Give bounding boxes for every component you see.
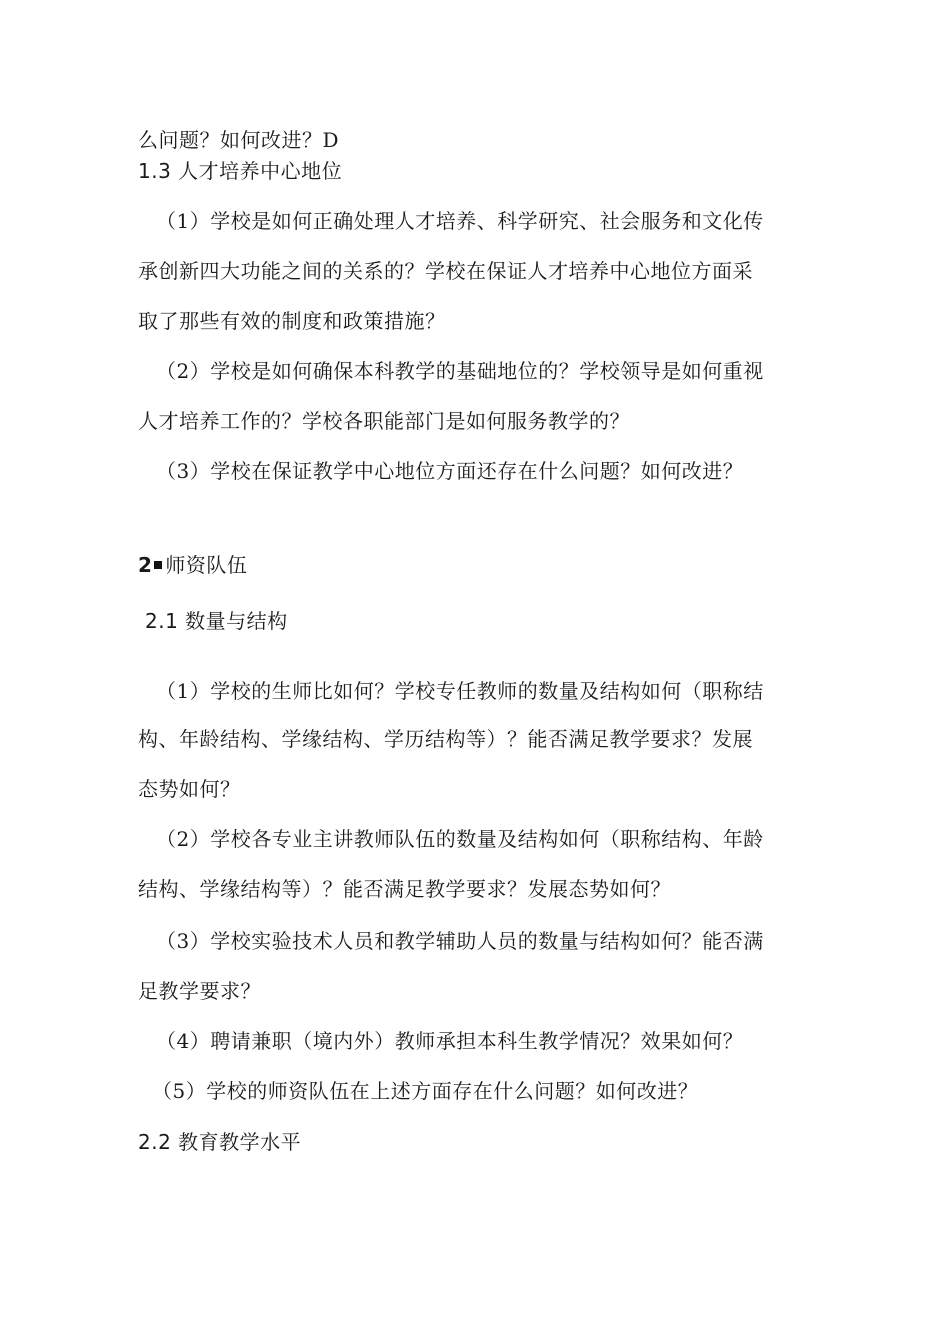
section-number: 2 [138, 553, 153, 577]
paragraph-line: （2）学校是如何确保本科教学的基础地位的？学校领导是如何重视 [156, 359, 764, 383]
paragraph-line: 结构、学缘结构等）？能否满足教学要求？发展态势如何？ [138, 877, 671, 901]
section-heading-1-3: 1.3 人才培养中心地位 [138, 159, 343, 183]
paragraph-line: 人才培养工作的？学校各职能部门是如何服务教学的？ [138, 409, 630, 433]
paragraph-line: （3）学校在保证教学中心地位方面还存在什么问题？如何改进？ [156, 459, 744, 483]
paragraph-line: 足教学要求？ [138, 979, 261, 1003]
paragraph-line: （1）学校的生师比如何？学校专任教师的数量及结构如何（职称结 [156, 679, 764, 703]
paragraph-line: 构、年龄结构、学缘结构、学历结构等）？能否满足教学要求？发展 [138, 727, 753, 751]
paragraph-line: 取了那些有效的制度和政策措施？ [138, 309, 446, 333]
paragraph-line: （2）学校各专业主讲教师队伍的数量及结构如何（职称结构、年龄 [156, 827, 764, 851]
paragraph-line: 态势如何？ [138, 777, 241, 801]
section-heading-2-2: 2.2 教育教学水平 [138, 1130, 302, 1154]
section-heading-2 [138, 551, 247, 579]
paragraph-line: （3）学校实验技术人员和教学辅助人员的数量与结构如何？能否满 [156, 929, 764, 953]
paragraph-line: （5）学校的师资队伍在上述方面存在什么问题？如何改进？ [152, 1079, 699, 1103]
bullet-square-icon [154, 561, 162, 569]
paragraph-line: 承创新四大功能之间的关系的？学校在保证人才培养中心地位方面采 [138, 259, 753, 283]
paragraph-line: 么问题？如何改进？D [138, 128, 340, 152]
paragraph-line: （1）学校是如何正确处理人才培养、科学研究、社会服务和文化传 [156, 209, 764, 233]
section-title: 师资队伍 [165, 553, 248, 577]
section-heading-2-1: 2.1 数量与结构 [145, 609, 288, 633]
paragraph-line: （4）聘请兼职（境内外）教师承担本科生教学情况？效果如何？ [156, 1029, 744, 1053]
